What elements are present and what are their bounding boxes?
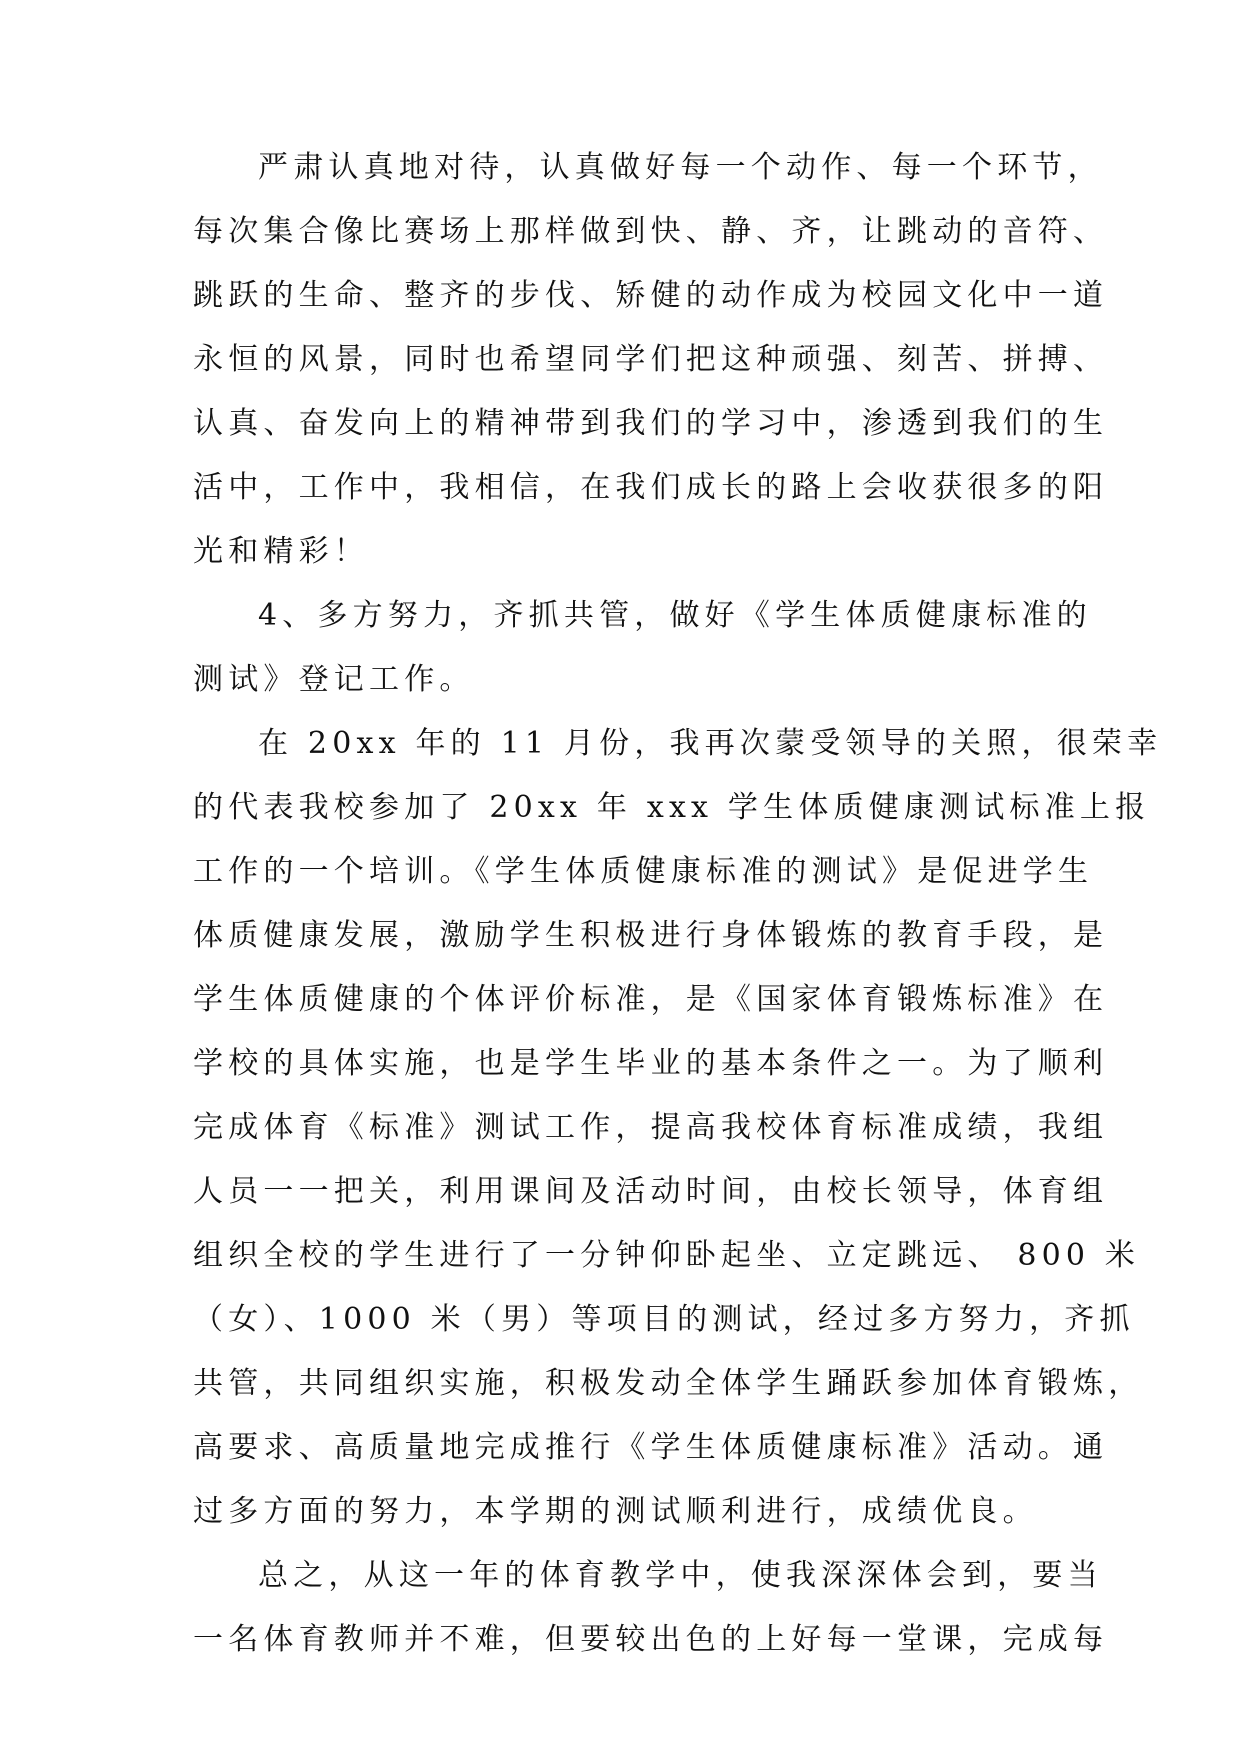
text-line: 工作的一个培训。《学生体质健康标准的测试》是促进学生 bbox=[193, 854, 1094, 889]
text-line: 活中，工作中，我相信，在我们成长的路上会收获很多的阳 bbox=[193, 470, 1109, 505]
text-line: 4、多方努力，齐抓共管，做好《学生体质健康标准的 bbox=[258, 598, 1092, 633]
text-line: 光和精彩！ bbox=[193, 534, 369, 569]
text-line: 总之，从这一年的体育教学中，使我深深体会到，要当 bbox=[258, 1558, 1103, 1593]
text-line: 共管，共同组织实施，积极发动全体学生踊跃参加体育锻炼， bbox=[193, 1366, 1144, 1401]
text-line: 测试》登记工作。 bbox=[193, 662, 475, 697]
text-line: 严肃认真地对待，认真做好每一个动作、每一个环节， bbox=[258, 150, 1103, 185]
text-line: 高要求、高质量地完成推行《学生体质健康标准》活动。通 bbox=[193, 1430, 1109, 1465]
text-line: 认真、奋发向上的精神带到我们的学习中，渗透到我们的生 bbox=[193, 406, 1109, 441]
text-line: 跳跃的生命、整齐的步伐、矫健的动作成为校园文化中一道 bbox=[193, 278, 1109, 313]
text-line: 永恒的风景，同时也希望同学们把这种顽强、刻苦、拼搏、 bbox=[193, 342, 1109, 377]
text-line: 在 20xx 年的 11 月份，我再次蒙受领导的关照，很荣幸 bbox=[258, 726, 1163, 761]
text-line: 体质健康发展，激励学生积极进行身体锻炼的教育手段，是 bbox=[193, 918, 1109, 953]
text-line: 学生体质健康的个体评价标准，是《国家体育锻炼标准》在 bbox=[193, 982, 1109, 1017]
text-line: 组织全校的学生进行了一分钟仰卧起坐、立定跳远、 800 米 bbox=[193, 1238, 1141, 1273]
text-line: 一名体育教师并不难，但要较出色的上好每一堂课，完成每 bbox=[193, 1622, 1109, 1657]
text-line: 完成体育《标准》测试工作，提高我校体育标准成绩，我组 bbox=[193, 1110, 1109, 1145]
text-line: 过多方面的努力，本学期的测试顺利进行，成绩优良。 bbox=[193, 1494, 1038, 1529]
text-line: 人员一一把关，利用课间及活动时间，由校长领导，体育组 bbox=[193, 1174, 1109, 1209]
text-line: （女）、1000 米（男）等项目的测试，经过多方努力，齐抓 bbox=[193, 1302, 1135, 1337]
text-line: 每次集合像比赛场上那样做到快、静、齐，让跳动的音符、 bbox=[193, 214, 1109, 249]
text-line: 学校的具体实施，也是学生毕业的基本条件之一。为了顺利 bbox=[193, 1046, 1109, 1081]
text-line: 的代表我校参加了 20xx 年 xxx 学生体质健康测试标准上报 bbox=[193, 790, 1151, 825]
